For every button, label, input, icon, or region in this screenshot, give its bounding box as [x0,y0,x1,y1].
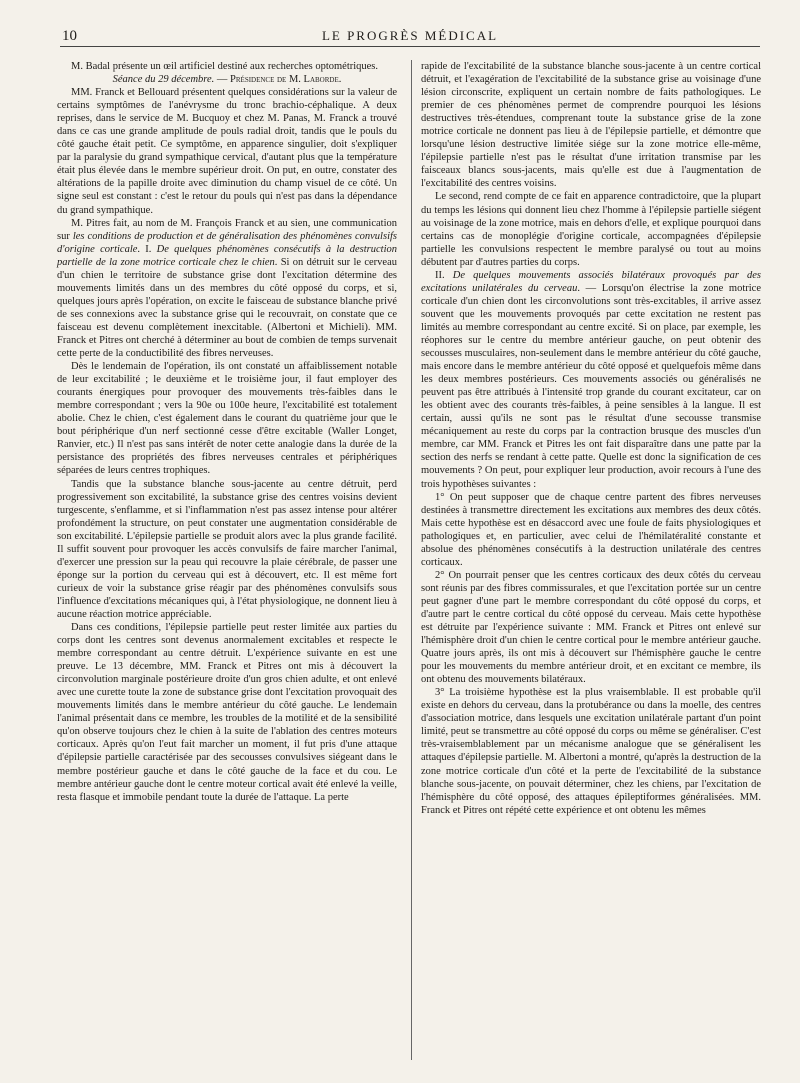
page-number: 10 [62,28,77,44]
right-column [421,60,761,817]
paragraph: MM. Franck et Bellouard présentent quelques considérations sur la valeur de certains symptômes de l'anévrysme du tronc brachio-céphalique. A deux reprises, dans le service de M. Bucquoy et chez M. Panas, M. Franck a trouvé dans ce cas une grande amplitude de pouls radial droit, tandis que le pouls du côté gauche était petit. Ce symptôme, en apparence singulier, doit s'expliquer par la paralysie du grand sympathique cervical, d'autant plus que la température était plus élevée dans le membre supérieur droit. On put, en outre, constater des altérations de la papille droite avec diminution du champ visuel de ce côté. Un signe seul est constant : c'est le retour du pouls qui n'est pas dans la dépendance du grand sympathique. [57,87,397,216]
left-column [57,60,397,804]
column-divider [411,60,412,1060]
paragraph [421,269,761,491]
session-heading [57,73,397,86]
paragraph: 1° On peut supposer que de chaque centre partent des fibres nerveuses destinées à transmettre directement les excitations aux membres des deux côtés. Mais cette hypothèse est en désaccord avec une foule de faits physiologiques et pathologiques et, en particulier, avec celui de l'hémilatéralité constante et absolue des phénomènes consécutifs à la destruction unilatérale des centres corticaux. [421,491,761,568]
journal-title: LE PROGRÈS MÉDICAL [321,28,499,43]
paragraph: 2° On pourrait penser que les centres corticaux des deux côtés du cerveau sont réunis par des fibres commissurales, et que l'excitation portée sur un centre peut gagner d'une part le membre correspondant du côté opposé du corps, et d'autre part le centre cortical du côté opposé du cerveau. Mais cette hypothèse est détruite par l'expérience suivante : MM. Franck et Pitres ont enlevé sur l'hémisphère droit d'un chien le centre cortical pour le membre antérieur gauche. Quatre jours après, ils ont mis à découvert sur l'hémisphère gauche le centre pour les mouvements du membre antérieur droit, et en excitant ce membre, ils ont obtenu des mouvements bilatéraux. [421,569,761,686]
text-run: II. [435,269,453,281]
session-date: Séance du 29 décembre. [112,74,215,86]
paragraph: Tandis que la substance blanche sous-jacente au centre détruit, perd progressivement son excitabilité, la substance grise des centres voisins devient turgescente, s'enflamme, et si l'inflammation n'est pas assez intense pour altérer profondément la structure, on peut constater une augmentation considérable de son excitabilité. L'épilepsie partielle se produit alors avec la plus grande facilité. Il suffit souvent pour provoquer les accès convulsifs de faire marcher l'animal, d'exercer une pression sur la peau qui recouvre la plaie cérébrale, de passer une éponge sur la portion du cerveau qui est à découvert, etc. Il est même fort curieux de voir la substance grise réagir par des phénomènes convulsifs sous l'influence d'excitations mécaniques qui, à l'état physiologique, ne donnent lieu à aucune réaction motrice appréciable. [57,478,397,620]
paragraph: Dans ces conditions, l'épilepsie partielle peut rester limitée aux parties du corps dont les centres sont devenus anormalement excitables et respecte le membre correspondant au centre détruit. L'expérience suivante en est une preuve. Le 13 décembre, MM. Franck et Pitres ont mis à découvert la circonvolution marginale postérieure droite d'un gros chien adulte, et ont enlevé avec une curette toute la zone de substance grise dont l'excitation provoquait des mouvements limités dans le membre antérieur du côté gauche. Le lendemain l'animal présentait dans ce membre, les troubles de la motilité et de la sensibilité qu'on observe toujours chez le chien à la suite de l'ablation des centres moteurs corticaux. Après qu'on l'eut fait marcher un moment, il fut pris d'une attaque d'épilepsie partielle caractérisée par des secousses convulsives siégeant dans le membre postérieur gauche et dans le côté gauche de la face et du cou. Le membre antérieur gauche dont le centre moteur cortical avait été enlevé la veille, resta flasque et immobile pendant toute la durée de l'attaque. La perte [57,622,397,803]
paragraph: rapide de l'excitabilité de la substance blanche sous-jacente à un centre cortical détruit, et l'exagération de l'excitabilité de la substance grise au voisinage d'une lésion circonscrite, expliquent un certain nombre de faits pathologiques. Le premier de ces phénomènes permet de comprendre pourquoi les lésions destructives très-étendues, comprenant toute la substance grise de la zone motrice corticale ne donnent pas lieu à de l'épilepsie partielle, et démontre que lorsqu'une lésion destructive limitée siége sur la zone motrice elle-même, l'épilepsie partielle n'est pas le résultat d'une irritation transmise par les faisceaux blancs sous-jacents, mais qu'elle est due à l'augmentation de l'excitabilité des centres voisins. [421,61,761,190]
paragraph: 3° La troisième hypothèse est la plus vraisemblable. Il est probable qu'il existe en dehors du cerveau, dans la protubérance ou dans la moelle, des centres d'association motrice, dans lesquels une excitation unilatérale partant d'un point limité, peut se transmettre au côté opposé du corps ou même se généraliser. C'est très-vraisemblablement par un mécanisme analogue que se généralisent les attaques d'épilepsie partielle. M. Albertoni a montré, qu'après la destruction de la zone motrice corticale d'un côté et la perte de l'excitabilité de la substance blanche sous-jacente, on pouvait déterminer, chez les chiens, par l'excitation de l'hémisphère du côté opposé, des attaques épileptiformes généralisées. MM. Franck et Pitres ont répété cette expérience et ont obtenu les mêmes [421,687,761,816]
paragraph: Dès le lendemain de l'opération, ils ont constaté un affaiblissement notable de leur excitabilité ; le deuxième et le troisième jour, il faut employer des courants énergiques pour provoquer des mouvements très-faibles dans le membre correspondant ; vers la 90e ou 100e heure, l'excitabilité est totalement abolie. Chez le chien, c'est également dans le courant du quatrième jour que le bout périphérique d'un nerf sectionné cesse d'être excitable (Waller Longet, Ranvier, etc.) Il n'est pas sans intérêt de noter cette analogie dans la durée de la persistance des propriétés des fibres nerveuses centrales et périphériques séparées de leurs centres trophiques. [57,361,397,477]
section-title: De quelques mouvements associés bilatéraux provoqués par des excitations unilatérales du cerveau [421,269,762,294]
communication-title: les conditions de production et de généralisation des phénomènes convulsifs d'origine corticale [57,230,397,255]
text-run: . — Lorsqu'on électrise la zone motrice corticale d'un chien dont les circonvolutions sont très-excitables, il arrive assez souvent que les mouvements provoqués par cette excitation ne restent pas limités au membre correspondant au centre excité. Si on place, par exemple, les réophores sur le centre du membre antérieur gauche, on peut obtenir des secousses musculaires, non-seulement dans le membre antérieur du côté gauche, mais encore dans le membre antérieur du côté opposé et quelquefois même dans les deux membres postérieurs. Ces mouvements associés ou généralisés ne peuvent pas être attribués à l'intensité trop grande du courant excitateur, car on les obtient avec des courants très-faibles, à peine sensibles à la langue. Il est certain, aussi qu'ils ne sont pas le résultat d'une secousse transmise mécaniquement au reste du corps par la contraction brusque des muscles d'un membre, car MM. Franck et Pitres les ont fait disparaître dans une patte par la section des nerfs se rendant à cette patte. Quelle est donc la signification de ces mouvements ? On peut, pour expliquer leur production, avoir recours à l'une des trois hypothèses suivantes : [421,282,761,490]
text-run: . I. [137,243,157,255]
text-run: . Si on détruit sur le cerveau d'un chien le territoire de substance grise dont l'excitation détermine des mouvements limités dans un des membres du côté opposé du corps, et si, quelques jours après l'opération, on excite le faisceau de substance blanche privé de ses connexions avec la substance grise qui le recouvrait, on constate que ce faisceau est devenu complètement inexcitable. (Albertoni et Michieli). MM. Franck et Pitres ont cherché à déterminer au bout de combien de temps survenait cette perte de la conductibilité des fibres nerveuses. [57,256,397,360]
paragraph: M. Badal présente un œil artificiel destiné aux recherches optométriques. [71,61,379,72]
paragraph [57,217,397,361]
page-header [60,24,760,47]
section-title: De quelques phénomènes consécutifs à la destruction partielle de la zone motrice corticale chez le chien [57,243,397,268]
text-run: M. Pitres fait, au nom de M. François Franck et au sien, une communication sur [57,217,397,242]
paragraph: Le second, rend compte de ce fait en apparence contradictoire, que la plupart du temps les lésions qui donnent lieu chez l'homme à l'épilepsie partielle siégent au voisinage de la zone motrice, mais en dehors d'elle, et explique pourquoi dans certains cas de monoplégie d'origine corticale, accompagnées d'épilepsie partielle les convulsions respectent le membre paralysé ou tout au moins débutent par d'autres parties du corps. [421,191,761,268]
session-presidency: — Présidence de M. Laborde. [214,74,342,86]
